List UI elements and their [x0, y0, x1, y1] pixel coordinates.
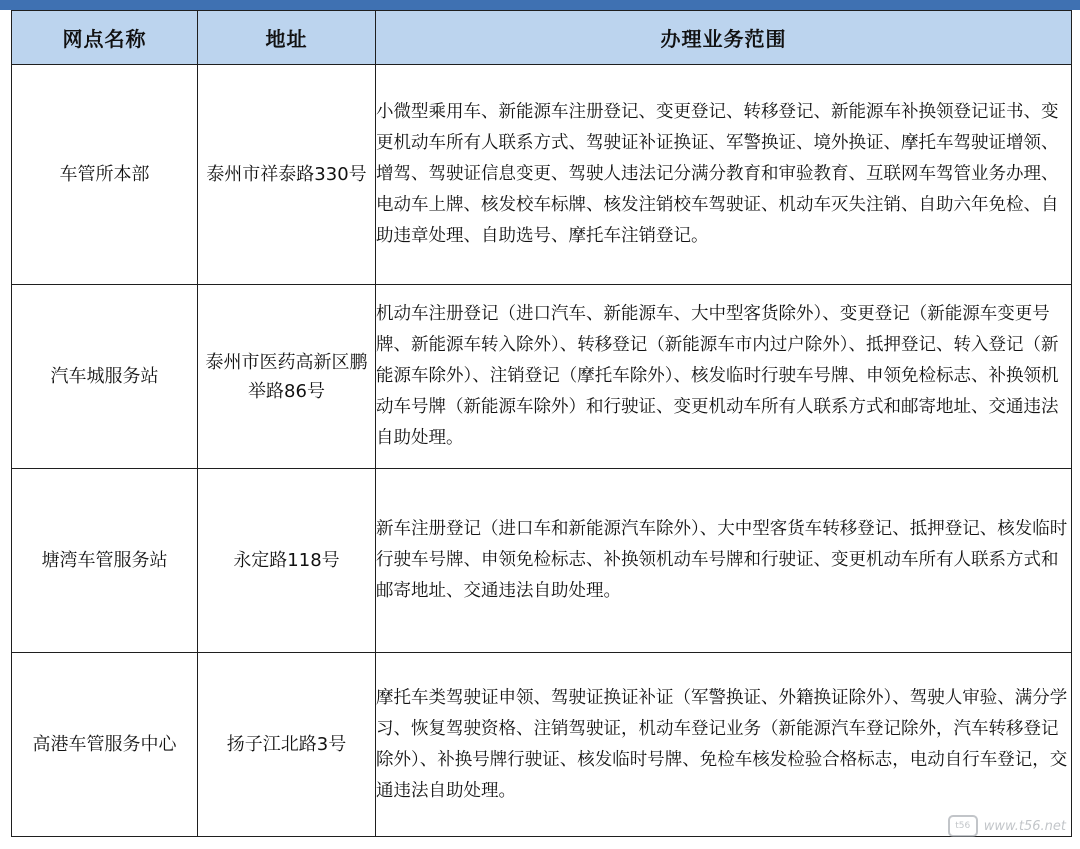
table-row: [12, 469, 1072, 653]
station-address: 扬子江北路3号: [198, 653, 376, 837]
header-row: [12, 11, 1072, 65]
station-name: 汽车城服务站: [12, 285, 198, 469]
station-name: 塘湾车管服务站: [12, 469, 198, 653]
service-scope: 小微型乘用车、新能源车注册登记、变更登记、转移登记、新能源车补换领登记证书、变更机动车所有人联系方式、驾驶证补证换证、军警换证、境外换证、摩托车驾驶证增领、增驾、驾驶证信息变更、驾驶人违法记分满分教育和审验教育、互联网车驾管业务办理、电动车上牌、核发校车标牌、核发注销校车驾驶证、机动车灭失注销、自助六年免检、自助违章处理、自助选号、摩托车注销登记。: [376, 65, 1072, 285]
watermark-logo-icon: t56: [948, 815, 978, 837]
service-scope: 新车注册登记（进口车和新能源汽车除外）、大中型客货车转移登记、抵押登记、核发临时行驶车号牌、申领免检标志、补换领机动车号牌和行驶证、变更机动车所有人联系方式和邮寄地址、交通违法自助处理。: [376, 469, 1072, 653]
header-scope: 办理业务范围: [376, 11, 1072, 65]
header-name: 网点名称: [12, 11, 198, 65]
service-table: [11, 10, 1072, 837]
top-band: [0, 0, 1080, 10]
station-address: 泰州市祥泰路330号: [198, 65, 376, 285]
watermark-text: www.t56.net: [983, 818, 1066, 834]
watermark: [948, 815, 1066, 837]
station-name: 车管所本部: [12, 65, 198, 285]
table-row: [12, 285, 1072, 469]
station-address: 永定路118号: [198, 469, 376, 653]
service-scope: 机动车注册登记（进口汽车、新能源车、大中型客货除外）、变更登记（新能源车变更号牌、新能源车转入除外）、转移登记（新能源车市内过户除外）、抵押登记、转入登记（新能源车除外）、注销登记（摩托车除外）、核发临时行驶车号牌、申领免检标志、补换领机动车号牌（新能源车除外）和行驶证、变更机动车所有人联系方式和邮寄地址、交通违法自助处理。: [376, 285, 1072, 469]
header-address: 地址: [198, 11, 376, 65]
service-scope: 摩托车类驾驶证申领、驾驶证换证补证（军警换证、外籍换证除外）、驾驶人审验、满分学习、恢复驾驶资格、注销驾驶证，机动车登记业务（新能源汽车登记除外，汽车转移登记除外）、补换号牌行驶证、核发临时号牌、免检车核发检验合格标志，电动自行车登记，交通违法自助处理。: [376, 653, 1072, 837]
table-row: [12, 65, 1072, 285]
station-name: 高港车管服务中心: [12, 653, 198, 837]
station-address: 泰州市医药高新区鹏举路86号: [198, 285, 376, 469]
table-row: [12, 653, 1072, 837]
